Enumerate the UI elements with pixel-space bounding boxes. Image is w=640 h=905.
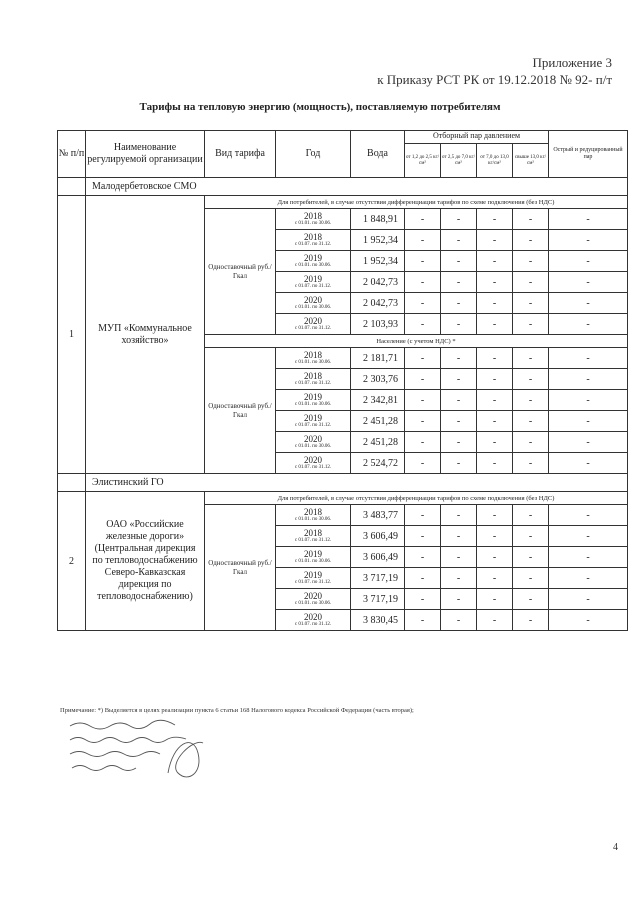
pressure-value: - xyxy=(441,589,477,609)
period-value: с 01.01. по 30.06. xyxy=(294,360,332,365)
pressure-value: - xyxy=(528,415,533,427)
year-cell xyxy=(276,209,351,230)
pressure-cells xyxy=(405,589,549,610)
period-value: с 01.07. по 31.12. xyxy=(294,284,332,289)
period-value: с 01.07. по 31.12. xyxy=(294,622,332,627)
steam-value: - xyxy=(549,547,628,568)
pressure-value: - xyxy=(477,390,513,410)
table-header-row xyxy=(58,131,628,178)
header-pressure-label: Отборный пар давлением xyxy=(405,131,548,144)
condition-label: Для потребителей, в случае отсутствия дифференциации тарифов по схеме подключения (без НДС) xyxy=(205,492,628,505)
pressure-value: - xyxy=(528,614,533,626)
pressure-value: - xyxy=(528,436,533,448)
header-num: № п/п xyxy=(58,131,86,178)
pressure-value: - xyxy=(405,251,441,271)
pressure-value: - xyxy=(477,209,513,229)
pressure-value: - xyxy=(477,369,513,389)
pressure-value: - xyxy=(441,390,477,410)
period-value: с 01.07. по 31.12. xyxy=(294,580,332,585)
steam-value: - xyxy=(549,209,628,230)
header-pressure-sub: от 2,5 до 7,0 кг/см² xyxy=(441,144,477,177)
year-cell xyxy=(276,432,351,453)
organization-name: ОАО «Российские железные дороги» (Центральная дирекция по тепловодоснабжению Северо-Кавказская дирекция по тепловодоснабжению) xyxy=(86,492,205,631)
pressure-cells xyxy=(405,230,549,251)
row-number: 2 xyxy=(58,492,86,631)
organization-name: МУП «Коммунальное хозяйство» xyxy=(86,196,205,474)
year-value: 2019 xyxy=(304,392,322,402)
year-cell xyxy=(276,453,351,474)
year-value: 2020 xyxy=(304,591,322,601)
pressure-value: - xyxy=(441,251,477,271)
pressure-value: - xyxy=(528,530,533,542)
steam-value: - xyxy=(549,293,628,314)
pressure-value: - xyxy=(405,209,441,229)
tariff-table xyxy=(57,130,628,631)
year-cell xyxy=(276,251,351,272)
year-value: 2018 xyxy=(304,232,322,242)
period-value: с 01.07. по 31.12. xyxy=(294,423,332,428)
year-cell xyxy=(276,369,351,390)
year-cell xyxy=(276,568,351,589)
year-cell xyxy=(276,547,351,568)
pressure-value: - xyxy=(528,297,533,309)
water-value: 1 848,91 xyxy=(351,209,405,230)
condition-label: Население (с учетом НДС) * xyxy=(205,335,628,348)
appendix-order-ref: к Приказу РСТ РК от 19.12.2018 № 92- п/т xyxy=(377,72,612,87)
year-cell xyxy=(276,230,351,251)
pressure-value: - xyxy=(405,314,441,334)
document-title: Тарифы на тепловую энергию (мощность), поставляемую потребителям xyxy=(139,101,501,113)
pressure-cells xyxy=(405,568,549,589)
water-value: 3 606,49 xyxy=(351,526,405,547)
pressure-value: - xyxy=(405,230,441,250)
pressure-value: - xyxy=(405,432,441,452)
pressure-value: - xyxy=(405,390,441,410)
steam-value: - xyxy=(549,251,628,272)
pressure-value: - xyxy=(441,432,477,452)
year-cell xyxy=(276,293,351,314)
pressure-value: - xyxy=(441,293,477,313)
pressure-value: - xyxy=(441,230,477,250)
year-value: 2019 xyxy=(304,570,322,580)
water-value: 2 042,73 xyxy=(351,293,405,314)
footnote: Примечание: *) Выделяется в целях реализации пункта 6 статьи 168 Налогового кодекса Российской Федерации (часть вторая); xyxy=(60,707,414,714)
appendix-title: Приложение 3 xyxy=(532,55,612,70)
pressure-value: - xyxy=(528,234,533,246)
period-value: с 01.01. по 30.06. xyxy=(294,305,332,310)
pressure-value: - xyxy=(477,230,513,250)
steam-value: - xyxy=(549,453,628,474)
pressure-cells xyxy=(405,505,549,526)
year-value: 2019 xyxy=(304,549,322,559)
pressure-value: - xyxy=(477,272,513,292)
pressure-value: - xyxy=(405,369,441,389)
pressure-value: - xyxy=(441,272,477,292)
year-value: 2020 xyxy=(304,295,322,305)
year-value: 2018 xyxy=(304,371,322,381)
pressure-value: - xyxy=(441,411,477,431)
pressure-cells xyxy=(405,526,549,547)
pressure-value: - xyxy=(477,432,513,452)
pressure-value: - xyxy=(441,348,477,368)
period-value: с 01.01. по 30.06. xyxy=(294,444,332,449)
pressure-cells xyxy=(405,610,549,631)
year-value: 2018 xyxy=(304,211,322,221)
steam-value: - xyxy=(549,610,628,631)
pressure-value: - xyxy=(441,209,477,229)
pressure-value: - xyxy=(528,572,533,584)
pressure-value: - xyxy=(477,547,513,567)
period-value: с 01.07. по 31.12. xyxy=(294,465,332,470)
pressure-value: - xyxy=(441,369,477,389)
header-pressure-sub: от 7,0 до 13,0 кг/см² xyxy=(477,144,513,177)
pressure-cells xyxy=(405,369,549,390)
pressure-value: - xyxy=(441,314,477,334)
pressure-value: - xyxy=(528,373,533,385)
pressure-value: - xyxy=(405,526,441,546)
water-value: 3 483,77 xyxy=(351,505,405,526)
steam-value: - xyxy=(549,369,628,390)
year-cell xyxy=(276,411,351,432)
water-value: 2 103,93 xyxy=(351,314,405,335)
water-value: 1 952,34 xyxy=(351,251,405,272)
tariff-type: Одноставочный руб./Гкал xyxy=(205,505,276,631)
year-cell xyxy=(276,610,351,631)
year-value: 2019 xyxy=(304,274,322,284)
year-cell xyxy=(276,505,351,526)
header-pressure xyxy=(405,131,549,178)
pressure-cells xyxy=(405,314,549,335)
pressure-value: - xyxy=(528,457,533,469)
pressure-value: - xyxy=(477,251,513,271)
pressure-value: - xyxy=(477,348,513,368)
pressure-value: - xyxy=(477,411,513,431)
pressure-value: - xyxy=(528,394,533,406)
steam-value: - xyxy=(549,230,628,251)
steam-value: - xyxy=(549,348,628,369)
pressure-value: - xyxy=(528,551,533,563)
pressure-value: - xyxy=(528,593,533,605)
year-cell xyxy=(276,589,351,610)
steam-value: - xyxy=(549,505,628,526)
pressure-cells xyxy=(405,209,549,230)
pressure-value: - xyxy=(441,505,477,525)
water-value: 2 451,28 xyxy=(351,411,405,432)
header-year: Год xyxy=(276,131,351,178)
region-name: Малодербетовское СМО xyxy=(86,178,628,196)
header-water: Вода xyxy=(351,131,405,178)
pressure-value: - xyxy=(528,276,533,288)
steam-value: - xyxy=(549,272,628,293)
pressure-value: - xyxy=(528,255,533,267)
period-value: с 01.07. по 31.12. xyxy=(294,326,332,331)
region-row xyxy=(58,178,628,196)
pressure-value: - xyxy=(477,314,513,334)
pressure-value: - xyxy=(477,453,513,473)
steam-value: - xyxy=(549,432,628,453)
pressure-value: - xyxy=(441,547,477,567)
condition-label: Для потребителей, в случае отсутствия дифференциации тарифов по схеме подключения (без НДС) xyxy=(205,196,628,209)
year-cell xyxy=(276,390,351,411)
pressure-value: - xyxy=(477,526,513,546)
year-value: 2019 xyxy=(304,413,322,423)
pressure-value: - xyxy=(477,568,513,588)
pressure-cells xyxy=(405,411,549,432)
appendix-header xyxy=(377,54,612,88)
pressure-value: - xyxy=(405,547,441,567)
period-value: с 01.07. по 31.12. xyxy=(294,538,332,543)
pressure-value: - xyxy=(405,348,441,368)
pressure-value: - xyxy=(405,610,441,630)
condition-row xyxy=(58,196,628,209)
condition-row xyxy=(58,492,628,505)
pressure-cells xyxy=(405,453,549,474)
year-value: 2018 xyxy=(304,528,322,538)
year-value: 2018 xyxy=(304,507,322,517)
pressure-cells xyxy=(405,293,549,314)
region-num-cell xyxy=(58,178,86,196)
certification-stamp xyxy=(68,718,218,778)
pressure-value: - xyxy=(441,568,477,588)
water-value: 2 524,72 xyxy=(351,453,405,474)
year-value: 2020 xyxy=(304,316,322,326)
pressure-cells xyxy=(405,251,549,272)
pressure-value: - xyxy=(441,610,477,630)
header-org: Наименование регулируемой организации xyxy=(86,131,205,178)
water-value: 3 717,19 xyxy=(351,568,405,589)
year-cell xyxy=(276,526,351,547)
pressure-value: - xyxy=(405,589,441,609)
pressure-cells xyxy=(405,547,549,568)
water-value: 2 303,76 xyxy=(351,369,405,390)
pressure-value: - xyxy=(405,453,441,473)
region-name: Элистинский ГО xyxy=(86,474,628,492)
header-type: Вид тарифа xyxy=(205,131,276,178)
water-value: 2 181,71 xyxy=(351,348,405,369)
pressure-value: - xyxy=(405,272,441,292)
period-value: с 01.01. по 30.06. xyxy=(294,263,332,268)
pressure-value: - xyxy=(528,352,533,364)
pressure-value: - xyxy=(528,213,533,225)
steam-value: - xyxy=(549,526,628,547)
pressure-value: - xyxy=(405,568,441,588)
pressure-value: - xyxy=(477,293,513,313)
period-value: с 01.01. по 30.06. xyxy=(294,221,332,226)
steam-value: - xyxy=(549,568,628,589)
pressure-value: - xyxy=(405,411,441,431)
steam-value: - xyxy=(549,314,628,335)
year-value: 2020 xyxy=(304,612,322,622)
pressure-value: - xyxy=(477,589,513,609)
period-value: с 01.07. по 31.12. xyxy=(294,242,332,247)
header-pressure-sub: от 1,2 до 2,5 кг/см² xyxy=(405,144,441,177)
water-value: 3 830,45 xyxy=(351,610,405,631)
pressure-value: - xyxy=(477,505,513,525)
period-value: с 01.01. по 30.06. xyxy=(294,402,332,407)
steam-value: - xyxy=(549,411,628,432)
pressure-value: - xyxy=(477,610,513,630)
pressure-value: - xyxy=(405,505,441,525)
tariff-type: Одноставочный руб./Гкал xyxy=(205,348,276,474)
region-row xyxy=(58,474,628,492)
year-value: 2019 xyxy=(304,253,322,263)
header-steam: Острый и редуцированный пар xyxy=(549,131,628,178)
pressure-value: - xyxy=(528,318,533,330)
water-value: 3 717,19 xyxy=(351,589,405,610)
pressure-value: - xyxy=(441,453,477,473)
pressure-value: - xyxy=(405,293,441,313)
pressure-cells xyxy=(405,390,549,411)
water-value: 3 606,49 xyxy=(351,547,405,568)
water-value: 1 952,34 xyxy=(351,230,405,251)
water-value: 2 342,81 xyxy=(351,390,405,411)
pressure-cells xyxy=(405,348,549,369)
steam-value: - xyxy=(549,390,628,411)
water-value: 2 451,28 xyxy=(351,432,405,453)
year-cell xyxy=(276,314,351,335)
pressure-cells xyxy=(405,272,549,293)
header-pressure-sub: свыше 13,0 кг/см² xyxy=(514,154,547,166)
tariff-type: Одноставочный руб./Гкал xyxy=(205,209,276,335)
water-value: 2 042,73 xyxy=(351,272,405,293)
steam-value: - xyxy=(549,589,628,610)
row-number: 1 xyxy=(58,196,86,474)
period-value: с 01.07. по 31.12. xyxy=(294,381,332,386)
year-cell xyxy=(276,348,351,369)
page-number: 4 xyxy=(613,842,618,853)
year-value: 2018 xyxy=(304,350,322,360)
period-value: с 01.01. по 30.06. xyxy=(294,559,332,564)
pressure-value: - xyxy=(441,526,477,546)
region-num-cell xyxy=(58,474,86,492)
year-value: 2020 xyxy=(304,455,322,465)
period-value: с 01.01. по 30.06. xyxy=(294,517,332,522)
pressure-cells xyxy=(405,432,549,453)
pressure-value: - xyxy=(528,509,533,521)
year-value: 2020 xyxy=(304,434,322,444)
period-value: с 01.01. по 30.06. xyxy=(294,601,332,606)
year-cell xyxy=(276,272,351,293)
